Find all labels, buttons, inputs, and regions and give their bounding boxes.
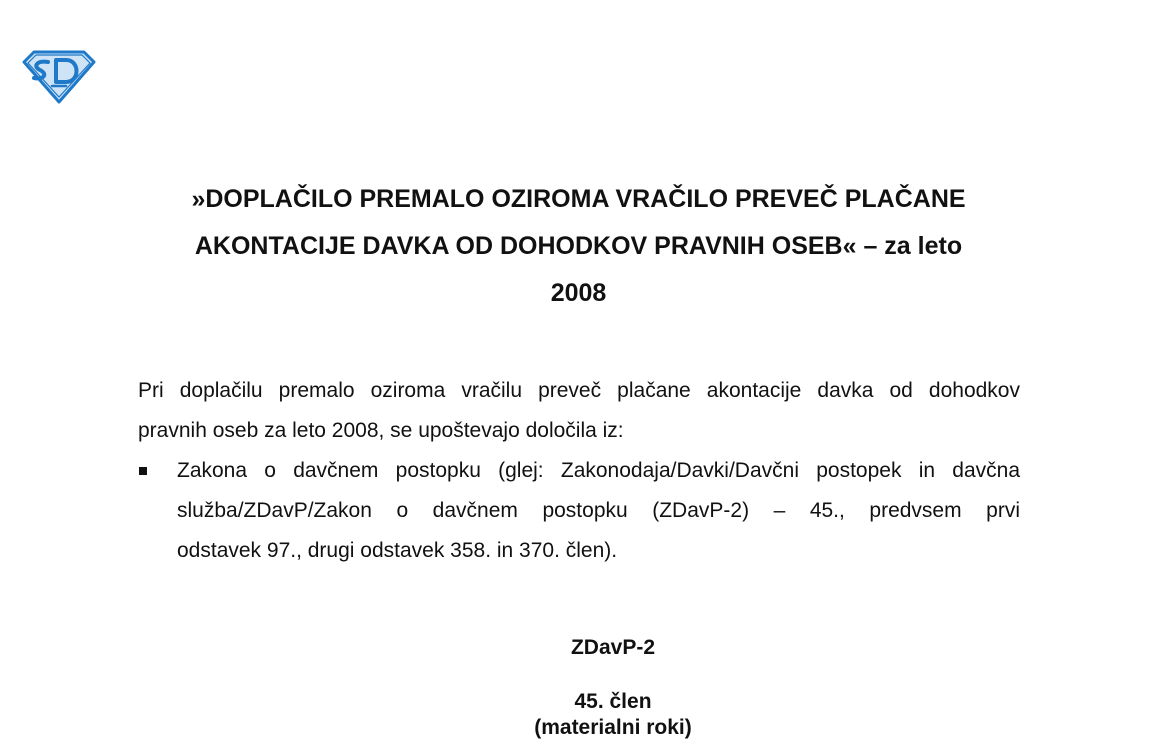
article-subtitle: (materialni roki) [534, 716, 692, 739]
bullet-line-3: odstavek 97., drugi odstavek 358. in 370. člen). [177, 539, 618, 562]
title-line-1: »DOPLAČILO PREMALO OZIROMA VRAČILO PREVEČ PLAČANE [191, 185, 966, 213]
title-line-3: 2008 [550, 279, 607, 307]
article-heading [463, 689, 763, 741]
title-line-2: AKONTACIJE DAVKA OD DOHODKOV PRAVNIH OSEB« – za leto [194, 232, 963, 260]
intro-line-1: Pri doplačilu premalo oziroma vračilu preveč plačane akontacije davka od dohodkov [138, 379, 1020, 402]
shield-logo-icon [22, 48, 96, 104]
bullet-line-2: služba/ZDavP/Zakon o davčnem postopku (ZDavP-2) – 45., predvsem prvi [177, 499, 1020, 522]
sd-shield-logo [22, 48, 96, 104]
document-title [100, 176, 1057, 317]
bullet-line-1: Zakona o davčnem postopku (glej: Zakonodaja/Davki/Davčni postopek in davčna [177, 459, 1020, 482]
law-heading: ZDavP-2 [570, 636, 656, 659]
square-bullet-icon [139, 467, 147, 475]
intro-line-2: pravnih oseb za leto 2008, se upoštevajo določila iz: [138, 419, 624, 442]
intro-paragraph [138, 371, 1020, 451]
document-body [138, 371, 1020, 571]
list-item [138, 451, 1020, 571]
article-number: 45. člen [574, 690, 652, 713]
